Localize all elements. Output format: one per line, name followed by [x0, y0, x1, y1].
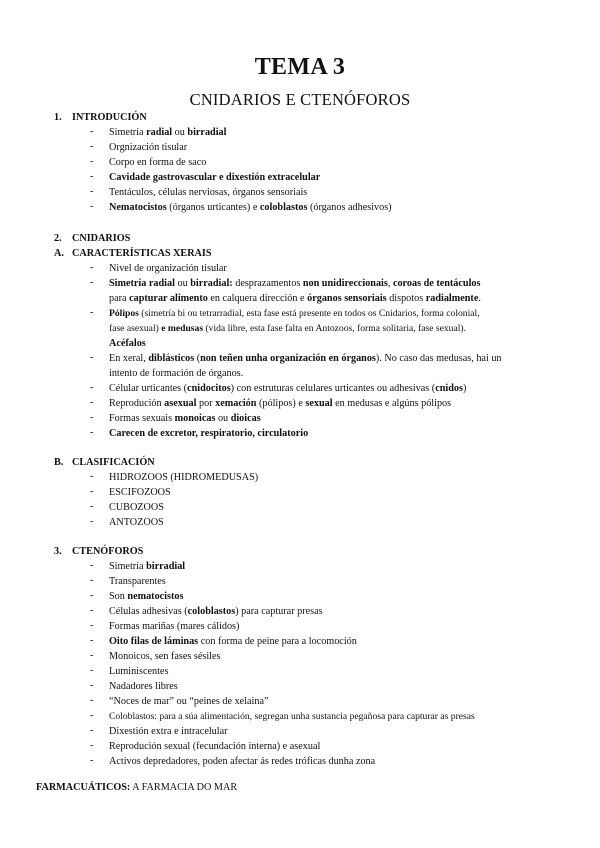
list-item: Orgnización tisular: [109, 142, 188, 153]
list-item: “Noces de mar” ou “peines de xelaina”: [109, 696, 269, 707]
bullet-dash: -: [90, 262, 94, 273]
list-item: Nadadores libres: [109, 681, 178, 692]
list-item: Células adhesivas (coloblastos) para capturar presas: [109, 606, 323, 617]
list-item-continuation: fase asexual) e medusas (vida libre, esta fase falta en Antozoos, forma solitaria, fase sexual).: [109, 323, 466, 334]
list-item: Reprodución asexual por xemación (pólipos) e sexual en medusas e algúns pólipos: [109, 398, 452, 409]
bullet-dash: -: [90, 186, 94, 197]
subsection-b-letter: B.: [54, 457, 64, 468]
list-item: ANTOZOOS: [109, 517, 164, 528]
list-item: Cavidade gastrovascular e dixestión extracelular: [109, 172, 321, 183]
bullet-dash: -: [90, 650, 94, 661]
list-item: Formas mariñas (mares cálidos): [109, 621, 240, 632]
subsection-b-heading: CLASIFICACIÓN: [72, 457, 155, 468]
list-item: Nivel de organización tisular: [109, 263, 227, 274]
bullet-dash: -: [90, 560, 94, 571]
bullet-dash: -: [90, 680, 94, 691]
list-item-continuation: intento de formación de órganos.: [109, 368, 244, 379]
list-item: Reprodución sexual (fecundación interna) e asexual: [109, 741, 321, 752]
bullet-dash: -: [90, 307, 94, 318]
bullet-dash: -: [90, 710, 94, 721]
bullet-dash: -: [90, 665, 94, 676]
section-2-heading: CNIDARIOS: [72, 233, 131, 244]
list-item: Célular urticantes (cnidocitos) con estruturas celulares urticantes ou adhesivas (cnidos): [109, 383, 467, 394]
subsection-a-letter: A.: [54, 248, 64, 259]
bullet-dash: -: [90, 695, 94, 706]
list-item: Simetría radial ou birradial: desprazamentos non unidireccionais, coroas de tentáculos: [109, 278, 481, 289]
list-item: Coloblastos: para a súa alimentación, segregan unha sustancia pegañosa para capturar as presas: [109, 711, 475, 722]
bullet-dash: -: [90, 740, 94, 751]
bullet-dash: -: [90, 605, 94, 616]
list-item: Transparentes: [109, 576, 166, 587]
list-item: Monoicos, sen fases sésiles: [109, 651, 221, 662]
list-item: Pólipos (simetría bi ou tetrarradial, esta fase está presente en todos os Cnidarios, forma colonial,: [109, 308, 480, 319]
bullet-dash: -: [90, 156, 94, 167]
list-item: Oito filas de láminas con forma de peine para a locomoción: [109, 636, 357, 647]
bullet-dash: -: [90, 397, 94, 408]
bullet-dash: -: [90, 755, 94, 766]
bullet-dash: -: [90, 171, 94, 182]
section-2-number: 2.: [54, 233, 62, 244]
bullet-dash: -: [90, 126, 94, 137]
bullet-dash: -: [90, 352, 94, 363]
list-item: En xeral, diblásticos (non teñen unha organización en órganos). No caso das medusas, hai un: [109, 353, 502, 364]
page-title: TEMA 3: [254, 54, 346, 80]
list-item: Corpo en forma de saco: [109, 157, 207, 168]
list-item: Activos depredadores, poden afectar ás redes tróficas dunha zona: [109, 756, 376, 767]
section-3-heading: CTENÓFOROS: [72, 546, 144, 557]
bullet-dash: -: [90, 575, 94, 586]
bullet-dash: -: [90, 635, 94, 646]
bullet-dash: -: [90, 725, 94, 736]
bullet-dash: -: [90, 277, 94, 288]
list-item: Son nematocistos: [109, 591, 184, 602]
bullet-dash: -: [90, 620, 94, 631]
list-item: Simetría birradial: [109, 561, 186, 572]
bullet-dash: -: [90, 590, 94, 601]
list-item: Dixestión extra e intracelular: [109, 726, 228, 737]
bullet-dash: -: [90, 471, 94, 482]
list-item: Simetría radial ou birradial: [109, 127, 227, 138]
list-item: Carecen de excretor, respiratorio, circulatorio: [109, 428, 309, 439]
bullet-dash: -: [90, 486, 94, 497]
list-item: HIDROZOOS (HIDROMEDUSAS): [109, 472, 259, 483]
list-item-continuation: Acéfalos: [109, 338, 146, 349]
page-subtitle: CNIDARIOS E CTENÓFOROS: [189, 90, 411, 109]
section-1-heading: INTRODUCIÓN: [72, 112, 147, 123]
list-item: Formas sexuais monoicas ou dioicas: [109, 413, 261, 424]
bullet-dash: -: [90, 501, 94, 512]
list-item: Tentáculos, células nerviosas, órganos sensoriais: [109, 187, 308, 198]
footer-note: FARMACUÁTICOS: A FARMACIA DO MAR: [36, 782, 238, 793]
section-1-number: 1.: [54, 112, 62, 123]
bullet-dash: -: [90, 201, 94, 212]
list-item-continuation: para capturar alimento en calquera dirección e órganos sensoriais dispotos radialmente.: [109, 293, 481, 304]
bullet-dash: -: [90, 412, 94, 423]
section-3-number: 3.: [54, 546, 62, 557]
bullet-dash: -: [90, 516, 94, 527]
bullet-dash: -: [90, 382, 94, 393]
list-item: CUBOZOOS: [109, 502, 164, 513]
subsection-a-heading: CARACTERÍSTICAS XERAIS: [72, 248, 212, 259]
bullet-dash: -: [90, 427, 94, 438]
list-item: Nematocistos (órganos urticantes) e coloblastos (órganos adhesivos): [109, 202, 392, 213]
list-item: ESCIFOZOOS: [109, 487, 171, 498]
list-item: Luminiscentes: [109, 666, 169, 677]
bullet-dash: -: [90, 141, 94, 152]
